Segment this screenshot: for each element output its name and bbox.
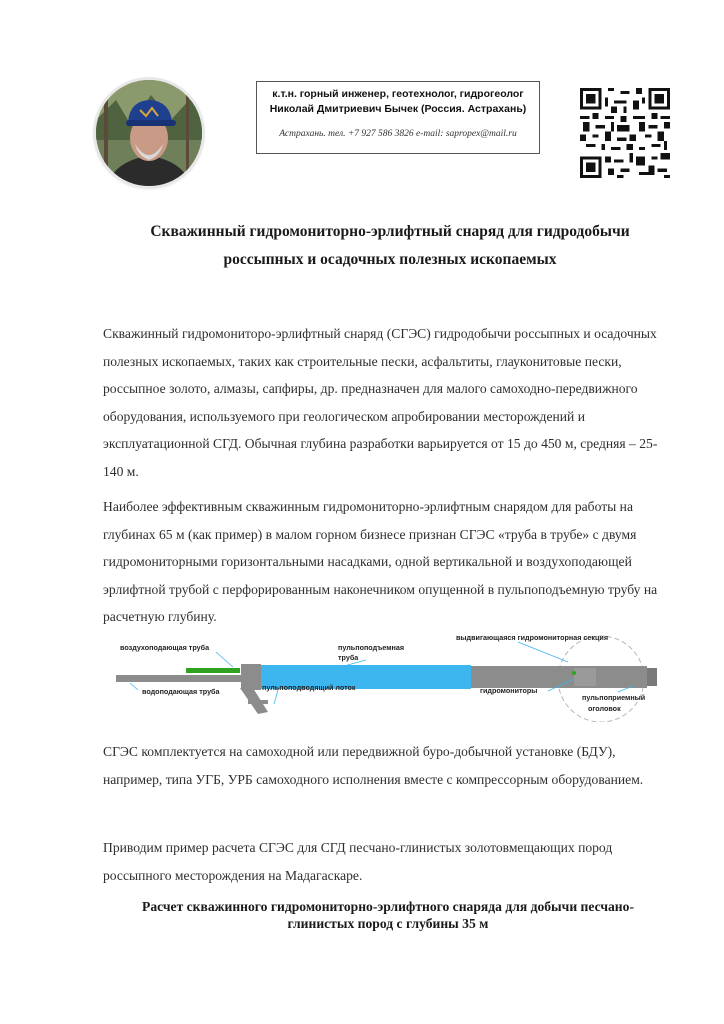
air-pipe (186, 668, 240, 673)
author-photo (96, 80, 202, 186)
extending-section (471, 666, 647, 688)
document-title (70, 218, 710, 274)
calc-heading-line-1: Расчет скважинного гидромониторно-эрлифтного снаряда для добычи песчано- (142, 899, 634, 914)
water-pipe (116, 675, 246, 682)
label-head-2: оголовок (588, 704, 621, 713)
intake-head (647, 668, 657, 686)
author-info-box (256, 81, 540, 154)
calc-heading-line-2: глинистых пород с глубины 35 м (287, 916, 489, 931)
title-line-1: Скважинный гидромониторно-эрлифтный снаряд для гидродобычи (150, 223, 630, 240)
label-monitors: гидромониторы (480, 686, 538, 695)
label-pulp-pipe-1: пульпоподъемная (338, 643, 405, 652)
qr-code-icon (580, 88, 670, 178)
label-air-pipe: воздухоподающая труба (120, 643, 210, 652)
label-head-1: пульпоприемный (582, 693, 646, 702)
paragraph-example: Приводим пример расчета СГЭС для СГД песчано-глинистых золотовмещающих пород россыпного месторождения на Мадагаскаре. (103, 840, 613, 883)
pipe-coupling (241, 664, 261, 690)
projectile-diagram (108, 630, 664, 722)
paragraph-description: Скважинный гидромониторо-эрлифтный снаряд (СГЭС) гидродобычи россыпных и осадочных полезных ископаемых, таких как строительные пески, асфальтиты, глауконитовые пески, россыпное золото, алмазы, сапфиры, др. предназначен для малого самоходно-передвижного оборудования, используемого при геологическом апробировании месторождений и эксплуатационной СГД. Обычная глубина разработки варьируется от 15 до 450 м, средняя – 25-140 м. (103, 326, 658, 479)
label-pulp-tray: пульпоподводящий лоток (262, 683, 356, 692)
author-name: Николай Дмитриевич Бычек (Россия. Астрахань) (269, 103, 527, 115)
author-contact: Астрахань. тел. +7 927 586 3826 e-mail: sapropex@mail.ru (279, 129, 517, 139)
label-extend-section: выдвигающаяся гидромониторная секция (456, 633, 609, 642)
author-credentials: к.т.н. горный инженер, геотехнолог, гидрогеолог (272, 88, 524, 100)
label-water-pipe: водоподающая труба (142, 687, 220, 696)
calculation-heading (103, 898, 673, 932)
paragraph-equipment: СГЭС комплектуется на самоходной или передвижной буро-добычной установке (БДУ), например, типа УГБ, УРБ самоходного исполнения вместе с компрессорным оборудованием. (103, 744, 644, 787)
paragraph-effective-design: Наиболее эффективным скважинным гидромониторно-эрлифтным снарядом для работы на глубинах 65 м (как пример) в малом горном бизнесе признан СГЭС «труба в трубе» с двумя гидромониторными горизонтальными насадками, одной вертикальной и воздухоподающей эрлифтной трубой с перфорированным наконечником опущенной в пульпоподъемную трубу на расчетную глубину. (103, 499, 658, 624)
title-line-2: россыпных и осадочных полезных ископаемых (223, 251, 557, 268)
label-pulp-pipe-2: труба (338, 653, 359, 662)
